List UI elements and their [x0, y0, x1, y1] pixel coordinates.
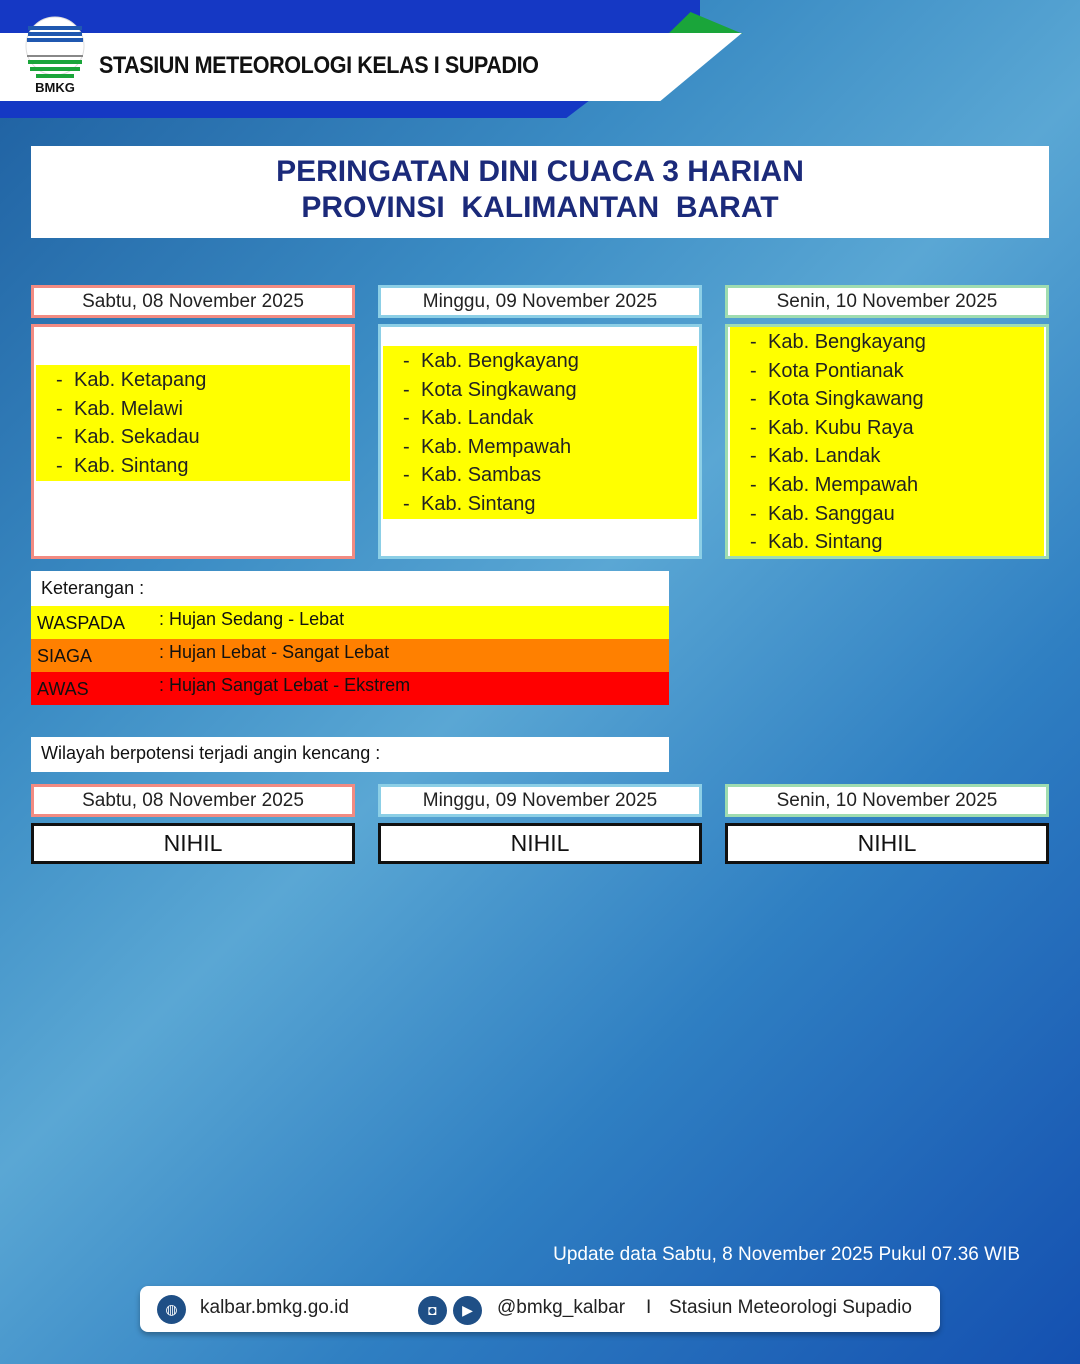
- station-footer-name: Stasiun Meteorologi Supadio: [669, 1297, 912, 1318]
- legend-desc: : Hujan Sangat Lebat - Ekstrem: [159, 675, 411, 695]
- title-line-1: PERINGATAN DINI CUACA 3 HARIAN: [276, 155, 804, 188]
- legend-title: [31, 571, 669, 606]
- area-item: - Kab. Mempawah: [750, 471, 1044, 500]
- header-band: [0, 0, 700, 34]
- page-title: [31, 146, 1049, 238]
- area-item: - Kab. Landak: [403, 404, 697, 433]
- day-2-date: Minggu, 09 November 2025: [378, 285, 702, 318]
- area-item: - Kab. Sintang: [56, 452, 350, 481]
- header-band-bottom: [0, 100, 590, 118]
- legend-waspada: [31, 606, 669, 639]
- legend-title-text: Keterangan :: [41, 578, 145, 598]
- area-item: - Kab. Sekadau: [56, 423, 350, 452]
- area-item: - Kota Pontianak: [750, 357, 1044, 386]
- area-item: - Kota Singkawang: [403, 376, 697, 405]
- title-line-2: PROVINSI KALIMANTAN BARAT: [301, 191, 779, 224]
- wind-title: [31, 737, 669, 772]
- area-item: - Kab. Sintang: [750, 528, 1044, 557]
- legend-desc: : Hujan Lebat - Sangat Lebat: [159, 642, 390, 662]
- legend-awas: [31, 672, 669, 705]
- instagram-icon[interactable]: ◘: [418, 1296, 447, 1325]
- youtube-icon[interactable]: ▶: [453, 1296, 482, 1325]
- wind-day-2-date: Minggu, 09 November 2025: [378, 784, 702, 817]
- website-link[interactable]: kalbar.bmkg.go.id: [200, 1297, 349, 1318]
- legend-level: SIAGA: [37, 646, 93, 666]
- bmkg-logo: [24, 16, 86, 94]
- day-3-areas: [725, 324, 1049, 559]
- footer-bar: [140, 1286, 940, 1332]
- day-3-date: Senin, 10 November 2025: [725, 285, 1049, 318]
- wind-title-text: Wilayah berpotensi terjadi angin kencang :: [41, 743, 381, 763]
- area-item: - Kota Singkawang: [750, 385, 1044, 414]
- area-item: - Kab. Sanggau: [750, 500, 1044, 529]
- wind-day-3-value: NIHIL: [725, 823, 1049, 864]
- area-item: - Kab. Ketapang: [56, 366, 350, 395]
- legend-siaga: [31, 639, 669, 672]
- area-item: - Kab. Kubu Raya: [750, 414, 1044, 443]
- area-item: - Kab. Bengkayang: [750, 328, 1044, 357]
- area-item: - Kab. Landak: [750, 442, 1044, 471]
- day-1-areas: [31, 324, 355, 559]
- separator: I: [646, 1297, 652, 1318]
- area-item: - Kab. Sambas: [403, 461, 697, 490]
- area-item: - Kab. Sintang: [403, 490, 697, 519]
- legend-desc: : Hujan Sedang - Lebat: [159, 609, 345, 629]
- area-item: - Kab. Melawi: [56, 395, 350, 424]
- station-name: STASIUN METEOROLOGI KELAS I SUPADIO: [99, 52, 539, 79]
- wind-day-3-date: Senin, 10 November 2025: [725, 784, 1049, 817]
- area-item: - Kab. Bengkayang: [403, 347, 697, 376]
- area-item: - Kab. Mempawah: [403, 433, 697, 462]
- svg-text:BMKG: BMKG: [35, 80, 75, 94]
- social-handle[interactable]: @bmkg_kalbar: [497, 1297, 626, 1318]
- wind-day-1-date: Sabtu, 08 November 2025: [31, 784, 355, 817]
- legend-level: AWAS: [37, 679, 89, 699]
- day-1-date: Sabtu, 08 November 2025: [31, 285, 355, 318]
- legend-level: WASPADA: [37, 613, 126, 633]
- day-2-areas: [378, 324, 702, 559]
- wind-day-1-value: NIHIL: [31, 823, 355, 864]
- wind-day-2-value: NIHIL: [378, 823, 702, 864]
- update-timestamp: Update data Sabtu, 8 November 2025 Pukul 07.36 WIB: [553, 1244, 1020, 1265]
- globe-icon: ◍: [157, 1295, 186, 1324]
